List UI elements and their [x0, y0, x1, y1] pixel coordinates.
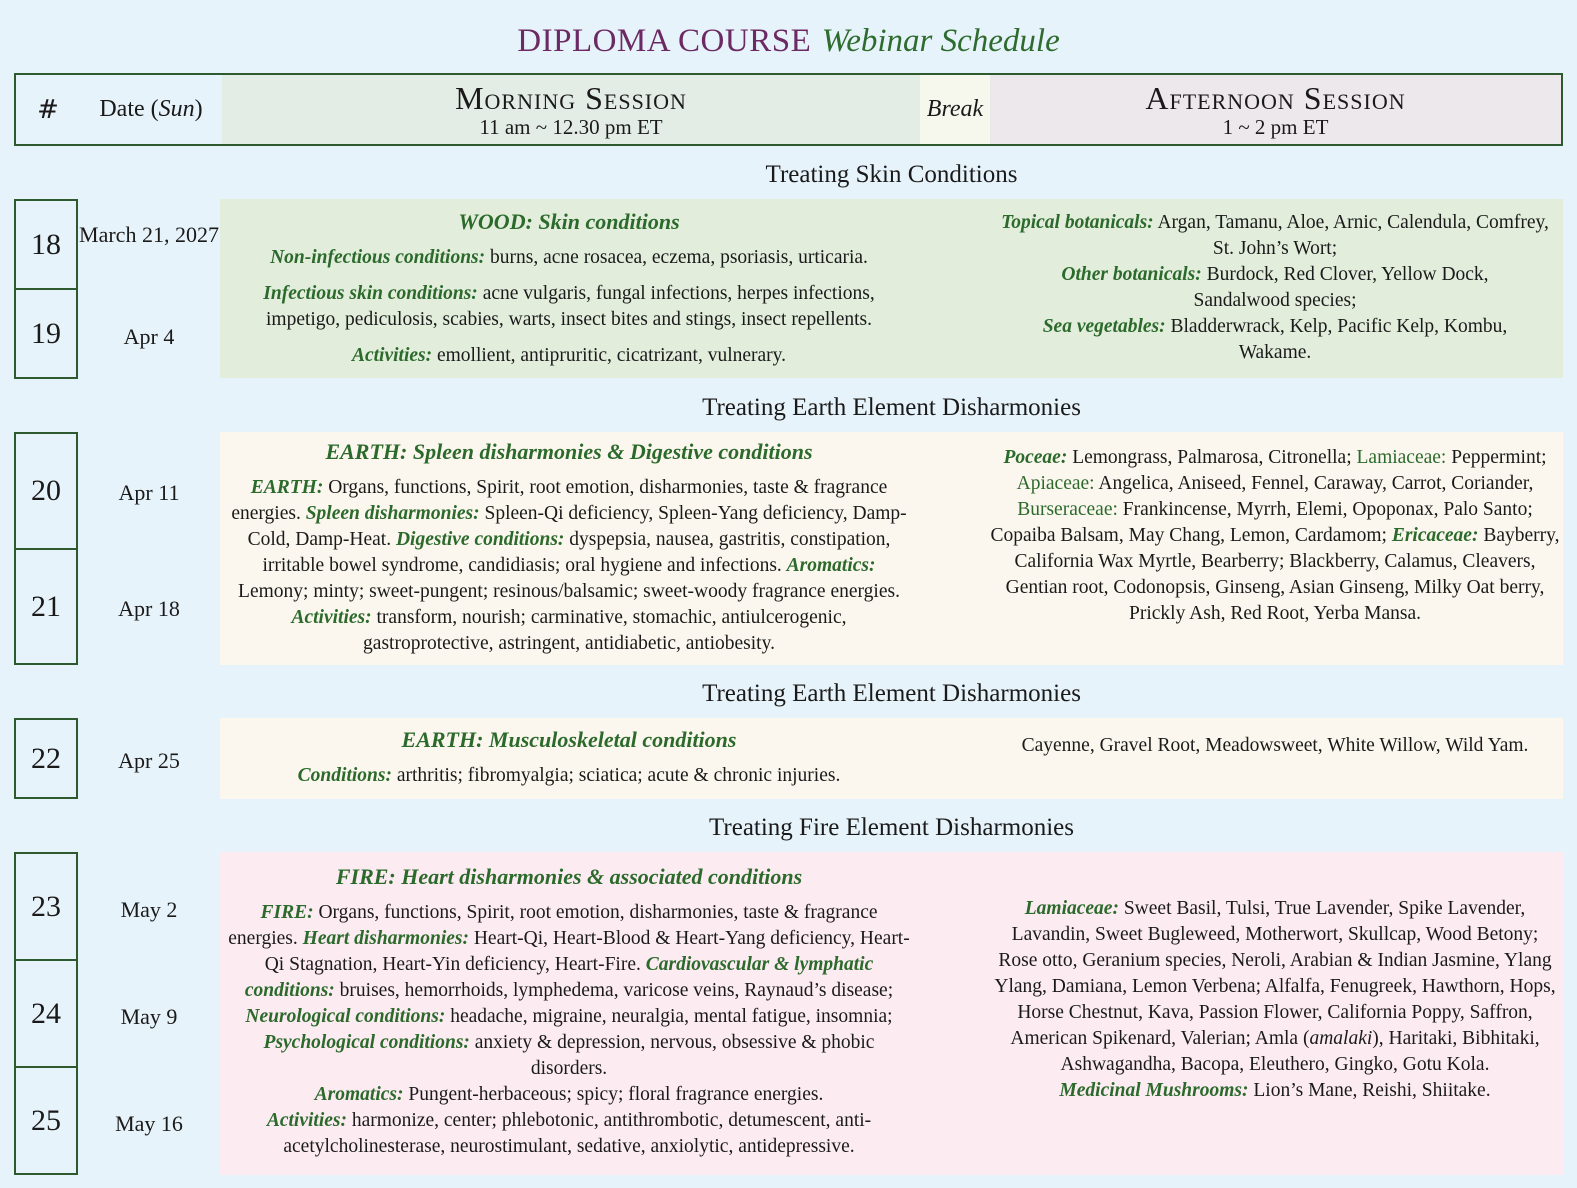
earth-afternoon: [990, 445, 1560, 627]
kw: FIRE:: [260, 902, 314, 923]
page-title: [0, 18, 1577, 63]
txt: ), Haritaki, Bibhitaki, Ashwagandha, Bacopa, Eleuthero, Gingko, Gotu Kola.: [1060, 1028, 1540, 1075]
skin-morning: [222, 209, 916, 369]
txt: Argan, Tamanu, Aloe, Arnic, Calendula, Comfrey, St. John’s Wort;: [1153, 212, 1549, 259]
kw: Non-infectious conditions:: [270, 247, 486, 268]
morning-title: Morning Session: [455, 79, 687, 116]
title-sub: Webinar Schedule: [821, 23, 1060, 59]
kw: Psychological conditions:: [263, 1032, 470, 1053]
txt: acne vulgaris, fungal infections, herpes infections, impetigo, pediculosis, scabies, warts, insect bites and stings, insect repellents.: [265, 283, 875, 330]
kw: Lamiaceae:: [1356, 447, 1447, 468]
session-number: 18: [14, 199, 78, 290]
kw: Ericaceae:: [1391, 525, 1479, 546]
skin-heading: WOOD: Skin conditions: [458, 209, 680, 234]
txt: emollient, antipruritic, cicatrizant, vulnerary.: [432, 345, 787, 366]
kw: Activities:: [266, 1110, 347, 1131]
kw: Cardiovascular & lymphatic conditions:: [244, 954, 874, 1001]
header-break: Break: [920, 75, 990, 144]
session-number: 23: [14, 852, 78, 961]
kw: Infectious skin conditions:: [263, 283, 478, 304]
header-afternoon: [990, 75, 1561, 144]
kw: Spleen disharmonies:: [305, 503, 480, 524]
txt: bruises, hemorrhoids, lymphedema, varicose veins, Raynaud’s disease;: [334, 980, 894, 1001]
kw: Lamiaceae:: [1024, 898, 1119, 919]
section-title-skin: Treating Skin Conditions: [765, 161, 1018, 188]
fire-morning: [222, 864, 916, 1160]
earth2-afternoon: [990, 733, 1560, 759]
txt: arthritis; fibromyalgia; sciatica; acute & chronic injuries.: [391, 765, 841, 786]
header-morning: [222, 75, 920, 144]
txt: Angelica, Aniseed, Fennel, Caraway, Carrot, Coriander,: [1094, 473, 1534, 494]
section-title-earth: Treating Earth Element Disharmonies: [702, 680, 1081, 707]
title-main: DIPLOMA COURSE: [517, 23, 812, 59]
txt: Organs, functions, Spirit, root emotion, disharmonies, taste & fragrance energies.: [231, 477, 888, 524]
kw: Burseraceae:: [1017, 499, 1118, 520]
txt: Heart-Qi, Heart-Blood & Heart-Yang deficiency, Heart-Qi Stagnation, Heart-Yin deficiency, Heart-Fire.: [264, 928, 910, 975]
txt: harmonize, center; phlebotonic, antithrombotic, detumescent, anti-acetylcholinesterase, neurostimulant, sedative, anxiolytic, antidepressive.: [283, 1110, 872, 1157]
txt: headache, migraine, neuralgia, mental fatigue, insomnia;: [445, 1006, 893, 1027]
skin-afternoon: [990, 210, 1560, 366]
kw: Digestive conditions:: [395, 529, 565, 550]
earth-heading: EARTH: Spleen disharmonies & Digestive conditions: [325, 439, 813, 464]
session-number: 25: [14, 1066, 78, 1175]
session-number: 19: [14, 288, 78, 379]
kw: Apiaceae:: [1016, 473, 1095, 494]
kw: Conditions:: [297, 765, 392, 786]
txt: Sweet Basil, Tulsi, True Lavender, Spike Lavender, Lavandin, Sweet Bugleweed, Motherwort, Skullcap, Wood Betony; Rose otto, Geranium species, Neroli, Arabian & Indian Jasmine, Ylang Ylang, Damiana, Lemon Verbena; Alfalfa, Fenugreek, Hawthorn, Hops, Horse Chestnut, Kava, Passion Flower, California Poppy, Saffron, American Spikenard, Valerian; Amla (: [994, 898, 1556, 1049]
header-date-close: ): [194, 96, 203, 122]
txt: dyspepsia, nausea, gastritis, constipation, irritable bowel syndrome, candidiasis; oral hygiene and infections.: [262, 529, 891, 576]
session-date: May 9: [120, 1004, 178, 1029]
earth2-morning: [222, 727, 916, 789]
txt: burns, acne rosacea, eczema, psoriasis, urticaria.: [485, 247, 868, 268]
section-title-fire: Treating Fire Element Disharmonies: [709, 814, 1074, 841]
kw: Medicinal Mushrooms:: [1059, 1080, 1249, 1101]
txt: Cayenne, Gravel Root, Meadowsweet, White Willow, Wild Yam.: [1021, 735, 1529, 756]
session-number: 21: [14, 548, 78, 665]
txt: amalaki: [1309, 1028, 1373, 1049]
txt: Frankincense, Myrrh, Elemi, Opoponax, Palo Santo; Copaiba Balsam, May Chang, Lemon, Cardamom;: [990, 499, 1533, 546]
kw: Poceae:: [1003, 447, 1068, 468]
txt: anxiety & depression, nervous, obsessive & phobic disorders.: [469, 1032, 875, 1079]
kw: Aromatics:: [786, 555, 876, 576]
kw: Heart disharmonies:: [302, 928, 469, 949]
morning-time: 11 am ~ 12.30 pm ET: [479, 114, 663, 139]
session-date: Apr 18: [118, 596, 180, 621]
schedule-header: [14, 73, 1563, 146]
session-date: Apr 25: [118, 748, 180, 773]
kw: Neurological conditions:: [245, 1006, 446, 1027]
kw: Topical botanicals:: [1001, 212, 1154, 233]
fire-heading: FIRE: Heart disharmonies & associated conditions: [335, 864, 803, 889]
fire-afternoon: [990, 896, 1560, 1104]
session-date: Apr 4: [123, 324, 175, 349]
header-date-label: Date (: [99, 96, 159, 122]
txt: Lion’s Mane, Reishi, Shiitake.: [1248, 1080, 1491, 1101]
txt: transform, nourish; carminative, stomachic, antiulcerogenic, gastroprotective, astringent, antidiabetic, antiobesity.: [363, 607, 847, 654]
session-date: Apr 11: [118, 480, 180, 505]
session-number: 24: [14, 959, 78, 1068]
txt: Burdock, Red Clover, Yellow Dock, Sandalwood species;: [1193, 264, 1489, 311]
section-title-earth: Treating Earth Element Disharmonies: [702, 394, 1081, 421]
header-date: [80, 75, 222, 144]
header-date-sun: Sun: [158, 96, 195, 122]
kw: Sea vegetables:: [1042, 316, 1166, 337]
session-date: May 16: [115, 1111, 183, 1136]
earth-morning: [222, 439, 916, 657]
afternoon-title: Afternoon Session: [1145, 79, 1406, 116]
session-number: 22: [14, 718, 78, 799]
kw: Other botanicals:: [1061, 264, 1202, 285]
kw: Activities:: [291, 607, 372, 628]
session-date: March 21, 2027: [79, 222, 219, 247]
txt: Bayberry, California Wax Myrtle, Bearberry; Blackberry, Calamus, Cleavers, Gentian root, Codonopsis, Ginseng, Asian Ginseng, Milky Oat berry, Prickly Ash, Red Root, Yerba Mansa.: [1005, 525, 1560, 624]
header-num: #: [37, 94, 59, 125]
kw: Activities:: [351, 345, 433, 366]
session-number: 20: [14, 432, 78, 550]
kw: EARTH:: [250, 477, 324, 498]
session-date: May 2: [120, 897, 178, 922]
kw: Aromatics:: [314, 1084, 404, 1105]
earth2-heading: EARTH: Musculoskeletal conditions: [401, 727, 737, 752]
txt: Lemongrass, Palmarosa, Citronella;: [1067, 447, 1357, 468]
txt: Peppermint;: [1446, 447, 1547, 468]
txt: Spleen-Qi deficiency, Spleen-Yang deficiency, Damp-Cold, Damp-Heat.: [247, 503, 907, 550]
afternoon-time: 1 ~ 2 pm ET: [1222, 114, 1329, 139]
txt: Bladderwrack, Kelp, Pacific Kelp, Kombu, Wakame.: [1165, 316, 1508, 363]
txt: Organs, functions, Spirit, root emotion, disharmonies, taste & fragrance energies.: [228, 902, 878, 949]
txt: Lemony; minty; sweet-pungent; resinous/balsamic; sweet-woody fragrance energies.: [238, 581, 900, 602]
txt: Pungent-herbaceous; spicy; floral fragrance energies.: [403, 1084, 824, 1105]
